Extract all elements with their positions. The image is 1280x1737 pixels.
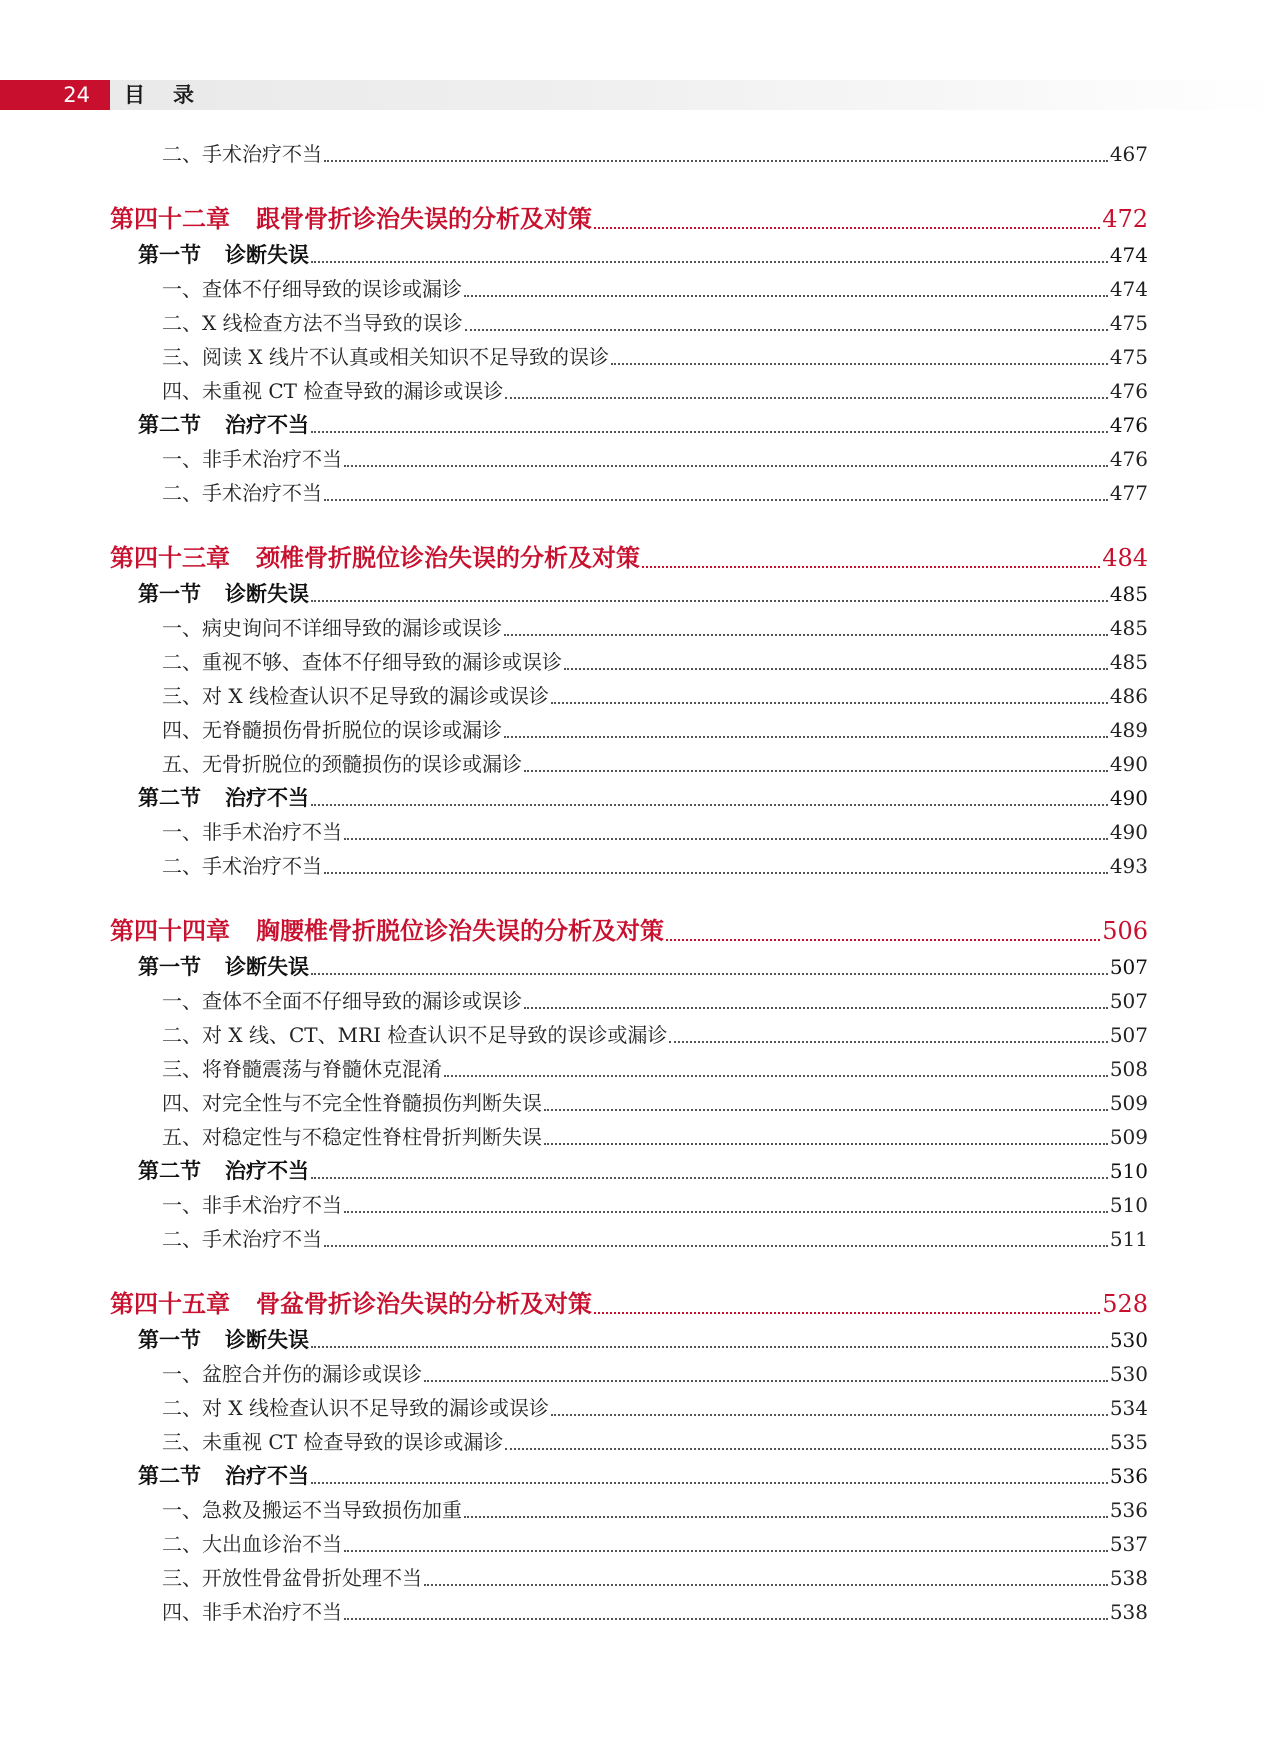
toc-item-title-text: 一、非手术治疗不当 (162, 820, 342, 844)
toc-item-title-text: 二、大出血诊治不当 (162, 1532, 342, 1556)
toc-page-number: 530 (1109, 1328, 1148, 1352)
dot-leader (344, 1618, 1108, 1620)
toc-item-row[interactable] (0, 1525, 1280, 1559)
toc-page-number: 537 (1109, 1532, 1148, 1556)
toc-section-title (138, 783, 309, 813)
toc-item-title (162, 1020, 667, 1050)
dot-leader (544, 1109, 1108, 1111)
toc-item-title-text: 二、手术治疗不当 (162, 142, 322, 166)
toc-item-row[interactable] (0, 711, 1280, 745)
toc-page-number: 528 (1102, 1290, 1148, 1318)
toc-item-title-text: 一、查体不仔细导致的误诊或漏诊 (162, 277, 462, 301)
dot-leader (666, 939, 1100, 941)
toc-page-number: 530 (1109, 1362, 1148, 1386)
toc-item-row[interactable] (0, 1389, 1280, 1423)
toc-section-title-text: 诊断失误 (225, 955, 309, 979)
toc-item-row[interactable] (0, 609, 1280, 643)
toc-section-row[interactable] (0, 406, 1280, 440)
toc-item-row[interactable] (0, 1593, 1280, 1627)
dot-leader (344, 1550, 1108, 1552)
toc-item-row[interactable] (0, 745, 1280, 779)
toc-item-row[interactable] (0, 813, 1280, 847)
dot-leader (594, 1312, 1100, 1314)
toc-item-row[interactable] (0, 1050, 1280, 1084)
toc-item-title-text: 四、非手术治疗不当 (162, 1600, 342, 1624)
toc-chapter-title (110, 1287, 592, 1321)
toc-item-row[interactable] (0, 643, 1280, 677)
toc-item-row[interactable] (0, 270, 1280, 304)
toc-item-title-text: 五、对稳定性与不稳定性脊柱骨折判断失误 (162, 1125, 542, 1149)
toc-section-title-text: 治疗不当 (225, 1464, 309, 1488)
toc-item-title (162, 817, 342, 847)
dot-leader (344, 838, 1108, 840)
toc-page-number: 484 (1102, 544, 1148, 572)
dot-leader (311, 431, 1108, 433)
dot-leader (311, 973, 1108, 975)
dot-leader (344, 1211, 1108, 1213)
toc-section-number: 第一节 (138, 582, 201, 606)
toc-item-title-text: 三、未重视 CT 检查导致的误诊或漏诊 (162, 1430, 504, 1454)
toc-page-number: 475 (1109, 311, 1148, 335)
toc-chapter-title-text: 骨盆骨折诊治失误的分析及对策 (256, 1290, 592, 1318)
dot-leader (344, 465, 1108, 467)
toc-item-title (162, 274, 462, 304)
toc-chapter-row[interactable] (0, 524, 1280, 575)
toc-page-number: 477 (1109, 481, 1148, 505)
toc-page-number: 538 (1109, 1566, 1148, 1590)
toc-item-row[interactable] (0, 1355, 1280, 1389)
toc-section-title-text: 诊断失误 (225, 1328, 309, 1352)
toc-item-title-text: 二、X 线检查方法不当导致的误诊 (162, 311, 463, 335)
toc-item-title (162, 376, 503, 406)
toc-section-title (138, 1156, 309, 1186)
toc-item-title (162, 1495, 462, 1525)
toc-chapter-row[interactable] (0, 897, 1280, 948)
toc-page-number: 507 (1109, 955, 1148, 979)
dot-leader (524, 770, 1108, 772)
dot-leader (464, 295, 1108, 297)
dot-leader (324, 499, 1108, 501)
dot-leader (311, 1346, 1108, 1348)
dot-leader (324, 160, 1108, 162)
dot-leader (505, 397, 1107, 399)
toc-item-row[interactable] (0, 372, 1280, 406)
toc-item-row[interactable] (0, 1491, 1280, 1525)
toc-section-title-text: 诊断失误 (225, 243, 309, 267)
toc-chapter-title-text: 跟骨骨折诊治失误的分析及对策 (256, 205, 592, 233)
toc-page-number: 472 (1102, 205, 1148, 233)
dot-leader (551, 1414, 1108, 1416)
toc-item-title (162, 1088, 542, 1118)
toc-item-title-text: 五、无骨折脱位的颈髓损伤的误诊或漏诊 (162, 752, 522, 776)
toc-item-row[interactable] (0, 1118, 1280, 1152)
toc-item-row[interactable] (0, 1423, 1280, 1457)
toc-page-number: 538 (1109, 1600, 1148, 1624)
toc-page-number: 490 (1109, 752, 1148, 776)
toc-section-row[interactable] (0, 1321, 1280, 1355)
toc-page-number: 534 (1109, 1396, 1148, 1420)
toc-item-title-text: 二、手术治疗不当 (162, 1227, 322, 1251)
toc-section-number: 第一节 (138, 1328, 201, 1352)
dot-leader (464, 1516, 1108, 1518)
toc-section-row[interactable] (0, 1457, 1280, 1491)
page-number: 24 (0, 80, 110, 110)
toc-section-title (138, 1325, 309, 1355)
toc-item-row[interactable] (0, 304, 1280, 338)
toc-page-number: 506 (1102, 917, 1148, 945)
toc-item-row[interactable] (0, 135, 1280, 169)
dot-leader (564, 668, 1108, 670)
dot-leader (444, 1075, 1108, 1077)
toc-item-title (162, 1597, 342, 1627)
toc-section-number: 第二节 (138, 786, 201, 810)
toc-item-title-text: 三、将脊髓震荡与脊髓休克混淆 (162, 1057, 442, 1081)
toc-item-title-text: 一、查体不全面不仔细导致的漏诊或误诊 (162, 989, 522, 1013)
toc-section-title-text: 诊断失误 (225, 582, 309, 606)
toc-page-number: 476 (1109, 413, 1148, 437)
toc-item-row[interactable] (0, 440, 1280, 474)
toc-item-title (162, 139, 322, 169)
toc-item-title (162, 1190, 342, 1220)
toc-page-number: 508 (1109, 1057, 1148, 1081)
toc-item-title-text: 二、对 X 线检查认识不足导致的漏诊或误诊 (162, 1396, 549, 1420)
toc-item-title-text: 一、盆腔合并伤的漏诊或误诊 (162, 1362, 422, 1386)
toc-chapter-number: 第四十四章 (110, 917, 230, 945)
toc-page-number: 493 (1109, 854, 1148, 878)
toc-item-title (162, 749, 522, 779)
toc-item-title-text: 一、非手术治疗不当 (162, 1193, 342, 1217)
table-of-contents (0, 135, 1280, 1627)
toc-section-title-text: 治疗不当 (225, 786, 309, 810)
toc-item-title-text: 二、手术治疗不当 (162, 854, 322, 878)
dot-leader (311, 804, 1108, 806)
dot-leader (424, 1584, 1108, 1586)
toc-item-title (162, 851, 322, 881)
dot-leader (611, 363, 1108, 365)
chapter-gap (0, 508, 1280, 524)
toc-item-title (162, 342, 609, 372)
toc-page-number: 490 (1109, 786, 1148, 810)
toc-section-row[interactable] (0, 575, 1280, 609)
running-header (0, 80, 1280, 110)
toc-item-row[interactable] (0, 1559, 1280, 1593)
chapter-gap (0, 169, 1280, 185)
dot-leader (524, 1007, 1108, 1009)
toc-item-title (162, 1563, 422, 1593)
toc-item-title (162, 1393, 549, 1423)
toc-item-title (162, 681, 549, 711)
toc-item-title (162, 1122, 542, 1152)
header-title: 目录 (124, 83, 222, 107)
toc-item-row[interactable] (0, 847, 1280, 881)
toc-item-row[interactable] (0, 474, 1280, 508)
toc-item-row[interactable] (0, 982, 1280, 1016)
toc-page-number: 475 (1109, 345, 1148, 369)
toc-chapter-title (110, 541, 640, 575)
toc-chapter-row[interactable] (0, 1270, 1280, 1321)
toc-page-number: 476 (1109, 447, 1148, 471)
toc-item-title-text: 三、对 X 线检查认识不足导致的漏诊或误诊 (162, 684, 549, 708)
toc-chapter-title (110, 914, 664, 948)
toc-section-title-text: 治疗不当 (225, 413, 309, 437)
toc-page-number: 536 (1109, 1464, 1148, 1488)
toc-item-row[interactable] (0, 677, 1280, 711)
toc-page-number: 467 (1109, 142, 1148, 166)
dot-leader (324, 1245, 1108, 1247)
toc-item-title-text: 四、无脊髓损伤骨折脱位的误诊或漏诊 (162, 718, 502, 742)
dot-leader (311, 261, 1108, 263)
toc-item-title (162, 444, 342, 474)
toc-page-number: 490 (1109, 820, 1148, 844)
toc-item-title (162, 613, 502, 643)
toc-section-title (138, 579, 309, 609)
toc-item-title (162, 1054, 442, 1084)
dot-leader (311, 1177, 1108, 1179)
toc-item-row[interactable] (0, 1186, 1280, 1220)
toc-section-number: 第二节 (138, 413, 201, 437)
toc-section-number: 第一节 (138, 955, 201, 979)
dot-leader (544, 1143, 1108, 1145)
toc-page-number: 510 (1109, 1159, 1148, 1183)
toc-page-number: 509 (1109, 1125, 1148, 1149)
dot-leader (669, 1041, 1107, 1043)
toc-page-number: 536 (1109, 1498, 1148, 1522)
toc-page-number: 489 (1109, 718, 1148, 742)
toc-item-title-text: 一、病史询问不详细导致的漏诊或误诊 (162, 616, 502, 640)
toc-page-number: 535 (1109, 1430, 1148, 1454)
toc-chapter-row[interactable] (0, 185, 1280, 236)
dot-leader (324, 872, 1108, 874)
toc-item-title-text: 一、急救及搬运不当导致损伤加重 (162, 1498, 462, 1522)
toc-item-title (162, 1529, 342, 1559)
dot-leader (594, 227, 1100, 229)
dot-leader (504, 736, 1108, 738)
toc-item-title (162, 1427, 503, 1457)
toc-item-title (162, 647, 562, 677)
toc-item-title-text: 三、阅读 X 线片不认真或相关知识不足导致的误诊 (162, 345, 609, 369)
toc-item-title (162, 478, 322, 508)
dot-leader (311, 600, 1108, 602)
toc-item-row[interactable] (0, 1016, 1280, 1050)
toc-chapter-title (110, 202, 592, 236)
toc-section-number: 第二节 (138, 1159, 201, 1183)
toc-item-title-text: 一、非手术治疗不当 (162, 447, 342, 471)
chapter-gap (0, 881, 1280, 897)
toc-item-title-text: 三、开放性骨盆骨折处理不当 (162, 1566, 422, 1590)
dot-leader (504, 634, 1108, 636)
toc-section-title (138, 952, 309, 982)
toc-item-row[interactable] (0, 1084, 1280, 1118)
toc-section-row[interactable] (0, 948, 1280, 982)
dot-leader (311, 1482, 1108, 1484)
toc-page-number: 507 (1109, 1023, 1148, 1047)
toc-item-title (162, 715, 502, 745)
dot-leader (465, 329, 1108, 331)
dot-leader (551, 702, 1108, 704)
toc-section-title (138, 410, 309, 440)
toc-page-number: 485 (1109, 582, 1148, 606)
toc-section-title (138, 1461, 309, 1491)
toc-item-title (162, 1359, 422, 1389)
toc-section-row[interactable] (0, 779, 1280, 813)
toc-section-title (138, 240, 309, 270)
toc-item-title-text: 二、对 X 线、CT、MRI 检查认识不足导致的误诊或漏诊 (162, 1023, 668, 1047)
toc-page-number: 474 (1109, 243, 1148, 267)
toc-page-number: 476 (1109, 379, 1148, 403)
toc-item-title-text: 四、对完全性与不完全性脊髓损伤判断失误 (162, 1091, 542, 1115)
dot-leader (424, 1380, 1108, 1382)
toc-item-title (162, 986, 522, 1016)
toc-section-number: 第一节 (138, 243, 201, 267)
toc-item-title (162, 1224, 322, 1254)
chapter-gap (0, 1254, 1280, 1270)
toc-item-row[interactable] (0, 1220, 1280, 1254)
toc-section-row[interactable] (0, 1152, 1280, 1186)
toc-page-number: 507 (1109, 989, 1148, 1013)
toc-item-title-text: 二、手术治疗不当 (162, 481, 322, 505)
toc-chapter-number: 第四十三章 (110, 544, 230, 572)
dot-leader (505, 1448, 1107, 1450)
toc-page-number: 509 (1109, 1091, 1148, 1115)
toc-item-title-text: 四、未重视 CT 检查导致的漏诊或误诊 (162, 379, 504, 403)
toc-chapter-number: 第四十五章 (110, 1290, 230, 1318)
toc-section-row[interactable] (0, 236, 1280, 270)
toc-page-number: 510 (1109, 1193, 1148, 1217)
toc-chapter-number: 第四十二章 (110, 205, 230, 233)
toc-item-title-text: 二、重视不够、查体不仔细导致的漏诊或误诊 (162, 650, 562, 674)
toc-page-number: 486 (1109, 684, 1148, 708)
toc-item-row[interactable] (0, 338, 1280, 372)
toc-page-number: 511 (1109, 1227, 1148, 1251)
dot-leader (642, 566, 1100, 568)
toc-page-number: 485 (1109, 616, 1148, 640)
toc-chapter-title-text: 胸腰椎骨折脱位诊治失误的分析及对策 (256, 917, 664, 945)
toc-page-number: 474 (1109, 277, 1148, 301)
toc-chapter-title-text: 颈椎骨折脱位诊治失误的分析及对策 (256, 544, 640, 572)
toc-section-title-text: 治疗不当 (225, 1159, 309, 1183)
toc-section-number: 第二节 (138, 1464, 201, 1488)
toc-page-number: 485 (1109, 650, 1148, 674)
toc-item-title (162, 308, 463, 338)
